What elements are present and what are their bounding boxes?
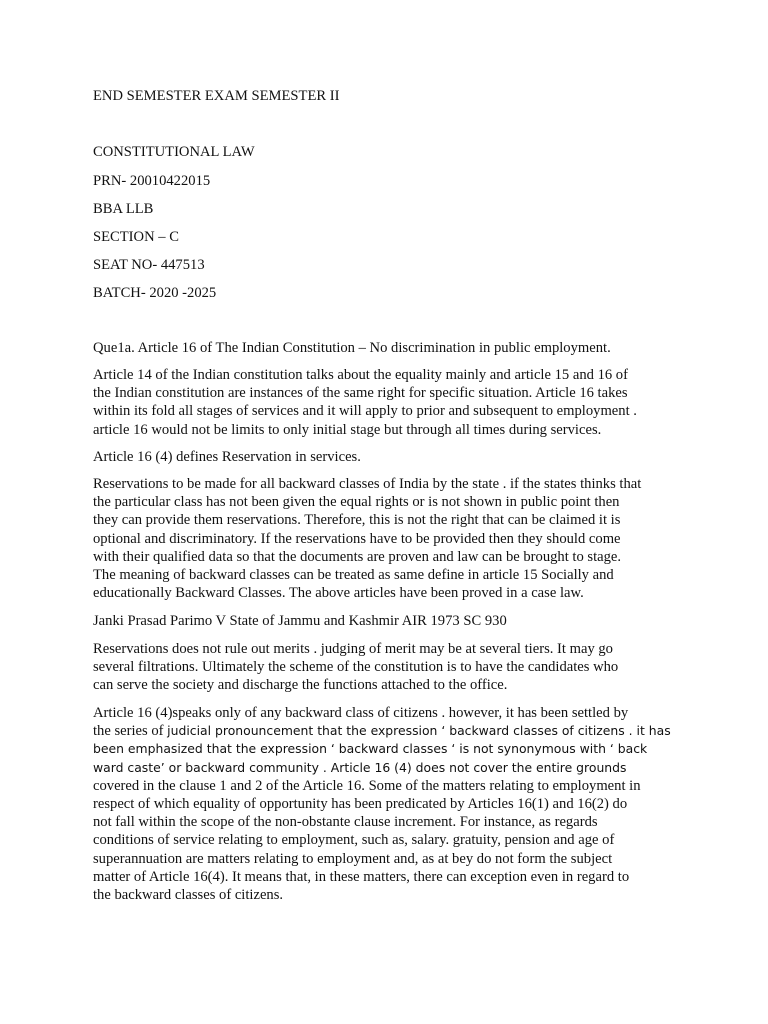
batch-line: BATCH- 2020 -2025: [93, 285, 217, 301]
text-line: optional and discriminatory. If the reservations have to be provided then they should come: [93, 530, 621, 547]
question-heading: Que1a. Article 16 of The Indian Constitution – No discrimination in public employment.: [93, 340, 611, 356]
text-line: Article 14 of the Indian constitution talks about the equality mainly and article 15 and 16 of: [93, 367, 628, 383]
text-line: Article 16 (4)speaks only of any backward class of citizens . however, it has been settled by: [93, 705, 629, 721]
section-line: SECTION – C: [93, 229, 179, 245]
text-line: conditions of service relating to employment, such as, salary. gratuity, pension and age of: [93, 832, 615, 849]
paragraph-backward-classes: [93, 704, 693, 904]
text-line: several filtrations. Ultimately the scheme of the constitution is to have the candidates who: [93, 659, 619, 676]
case-law-citation: Janki Prasad Parimo V State of Jammu and Kashmir AIR 1973 SC 930: [93, 613, 507, 629]
text-line: educationally Backward Classes. The above articles have been proved in a case law.: [93, 585, 584, 602]
text-line: Reservations to be made for all backward classes of India by the state . if the states thinks that: [93, 476, 642, 492]
course-line: BBA LLB: [93, 201, 154, 217]
paragraph-article-16-4: Article 16 (4) defines Reservation in services.: [93, 449, 361, 465]
prn-line: PRN- 20010422015: [93, 173, 211, 189]
seat-number-line: SEAT NO- 447513: [93, 257, 205, 273]
text-line: been emphasized that the expression ‘ backward classes ‘ is not synonymous with ‘ back: [93, 741, 648, 757]
text-line: the Indian constitution are instances of the same right for specific situation. Article 16 takes: [93, 385, 628, 402]
text-line: ward caste’ or backward community . Article 16 (4) does not cover the entire grounds: [93, 759, 627, 775]
text-line: Reservations does not rule out merits . judging of merit may be at several tiers. It may go: [93, 641, 613, 657]
text-line: not fall within the scope of the non-obstante clause increment. For instance, as regards: [93, 814, 598, 831]
text-line: respect of which equality of opportunity has been predicated by Articles 16(1) and 16(2) do: [93, 796, 628, 813]
text-line: superannuation are matters relating to employment and, as at bey do not form the subject: [93, 850, 613, 867]
text-line: The meaning of backward classes can be treated as same define in article 15 Socially and: [93, 567, 614, 584]
paragraph-article-14: [93, 366, 693, 439]
paragraph-merits: [93, 640, 693, 695]
text-segment: the series of: [93, 723, 168, 740]
text-line: article 16 would not be limits to only initial stage but through all times during services.: [93, 421, 602, 438]
exam-title: END SEMESTER EXAM SEMESTER II: [93, 88, 340, 104]
text-line: the particular class has not been given the equal rights or is not shown in public point then: [93, 494, 620, 511]
text-line: [93, 722, 693, 740]
text-segment-alt-font: judicial pronouncement that the expression ‘ backward classes of citizens . it has: [167, 723, 671, 739]
text-line: within its fold all stages of services and it will apply to prior and subsequent to employment .: [93, 403, 637, 420]
paragraph-reservations: [93, 475, 693, 602]
text-line: they can provide them reservations. Therefore, this is not the right that can be claimed it is: [93, 512, 621, 529]
text-line: matter of Article 16(4). It means that, in these matters, there can exception even in regard to: [93, 868, 630, 885]
text-line: can serve the society and discharge the functions attached to the office.: [93, 677, 508, 694]
text-line: with their qualified data so that the documents are proven and law can be brought to stage.: [93, 548, 622, 565]
subject-line: CONSTITUTIONAL LAW: [93, 144, 255, 160]
text-line: the backward classes of citizens.: [93, 887, 284, 904]
text-line: covered in the clause 1 and 2 of the Article 16. Some of the matters relating to employment in: [93, 777, 641, 794]
